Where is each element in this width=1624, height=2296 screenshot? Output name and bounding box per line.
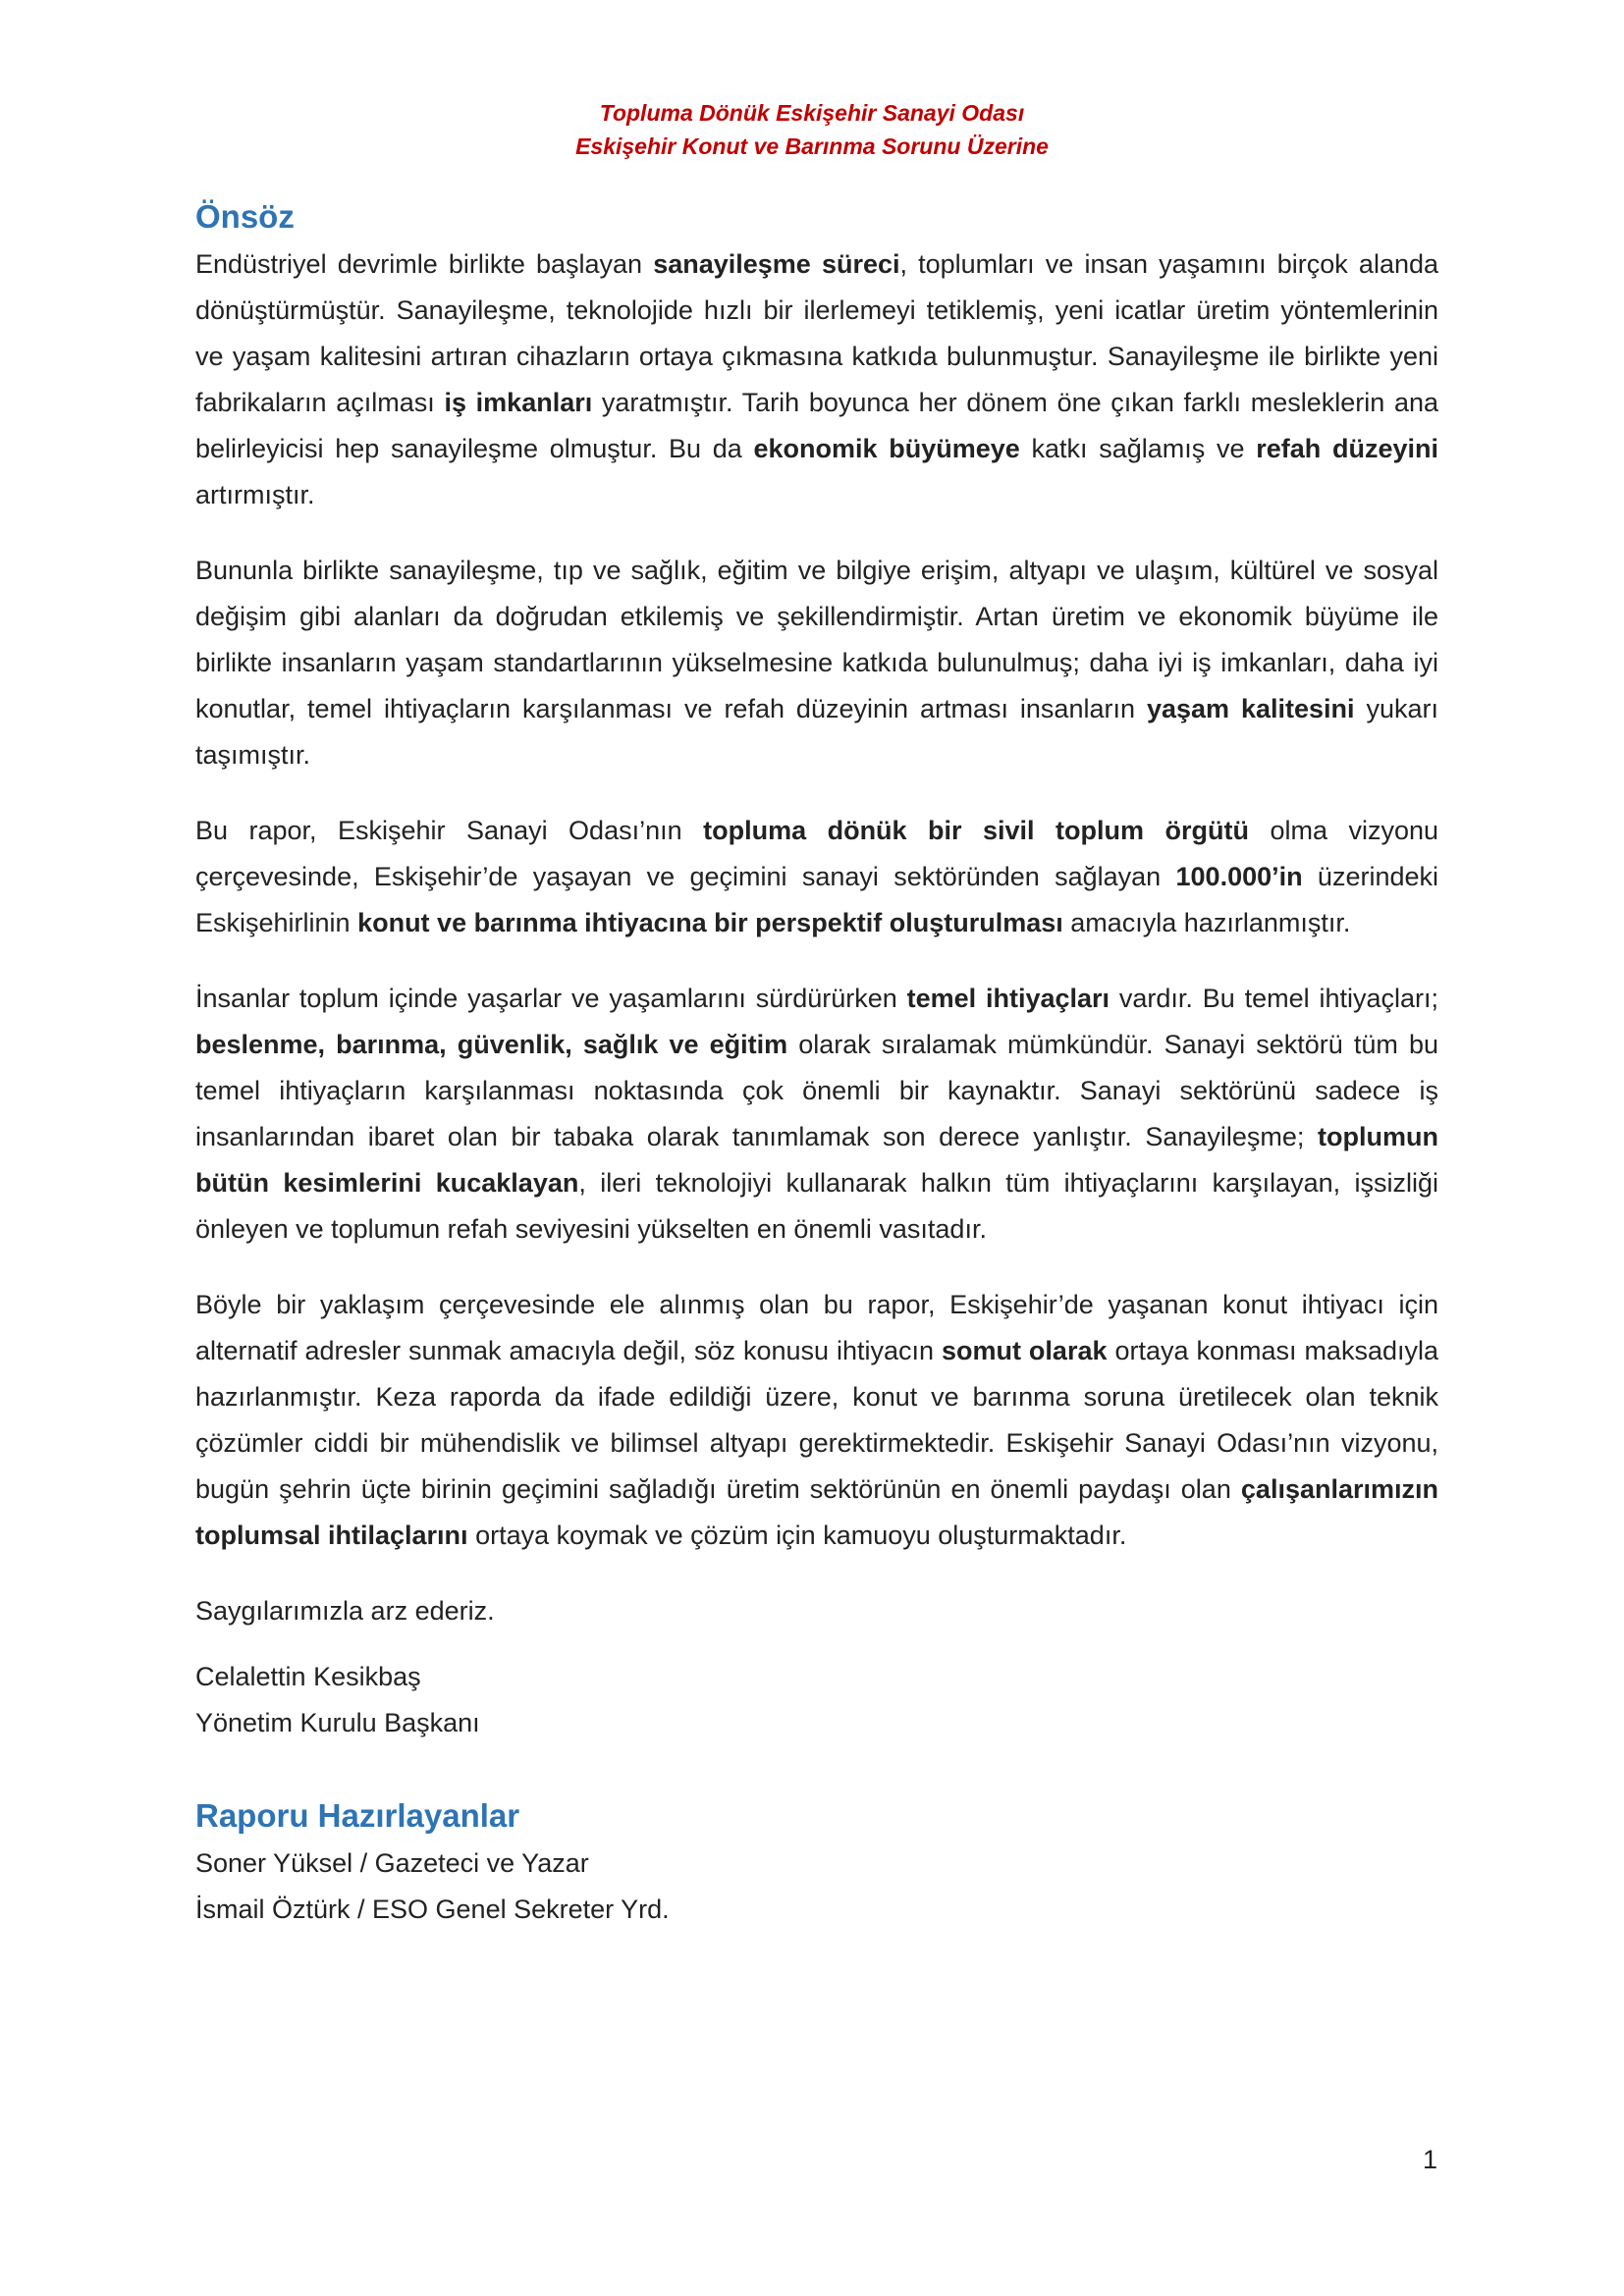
running-header [0,96,1624,163]
text-run: üzerindeki Eskişehirlinin [195,862,1438,937]
preface-paragraph [195,241,1438,518]
text-run: artırmıştır. [195,480,315,509]
preparers-heading: Raporu Hazırlayanlar [195,1797,520,1834]
text-run: katkı sağlamış ve [1019,434,1257,463]
text-run: olma vizyonu çerçevesinde, Eskişehir’de yaşayan ve geçimini sanayi sektöründen sağlayan [195,816,1438,891]
header-line-1: Topluma Dönük Eskişehir Sanayi Odası [599,100,1025,126]
text-run: olarak sıralamak mümkündür. Sanayi sektörü tüm bu temel ihtiyaçların karşılanması noktasında çok önemli bir kaynaktır. Sanayi sektörünü sadece iş insanlarından ibaret olan bir tabaka olarak tanımlamak son derece yanlıştır. Sanayileşme; [195,1030,1438,1151]
bold-text-run: somut olarak [941,1336,1108,1365]
bold-text-run: ekonomik büyümeye [753,434,1020,463]
preface-paragraph [195,548,1438,778]
text-run: yukarı taşımıştır. [195,694,1438,770]
preface-paragraph [195,976,1438,1253]
signatory-name: Celalettin Kesikbaş [195,1662,421,1691]
preface-body [195,241,1438,1559]
text-run: Bununla birlikte sanayileşme, tıp ve sağlık, eğitim ve bilgiye erişim, altyapı ve ulaşım, kültürel ve sosyal değişim gibi alanları da doğrudan etkilemiş ve şekillendirmiştir. Artan üretim ve ekonomik büyüme ile birlikte insanların yaşam standartlarının yükselmesine katkıda bulunulmuş; daha iyi iş imkanları, daha iyi konutlar, temel ihtiyaçların karşılanması ve refah düzeyinin artması insanların [195,556,1438,723]
preface-paragraph [195,1282,1438,1559]
header-line-2: Eskişehir Konut ve Barınma Sorunu Üzerine [575,133,1049,159]
signature-block [195,1654,1438,1746]
preparer-item: Soner Yüksel / Gazeteci ve Yazar [195,1848,589,1878]
preparers-list [195,1841,1438,1933]
preface-paragraph [195,808,1438,946]
text-run: Endüstriyel devrimle birlikte başlayan [195,249,654,279]
bold-text-run: toplumun bütün kesimlerini kucaklayan [195,1122,1438,1198]
bold-text-run: temel ihtiyaçları [906,984,1110,1013]
bold-text-run: topluma dönük bir sivil toplum örgütü [703,816,1249,845]
signatory-title: Yönetim Kurulu Başkanı [195,1708,480,1737]
text-run: amacıyla hazırlanmıştır. [1062,908,1351,937]
text-run: ortaya konması maksadıyla hazırlanmıştır. Keza raporda da ifade edildiği üzere, konut ve barınma soruna üretilecek olan teknik çözümler ciddi bir mühendislik ve bilimsel altyapı gerektirmektedir. Eskişehir Sanayi Odası’nın vizyonu, bugün şehrin üçte birinin geçimini sağladığı üretim sektörünün en önemli paydaşı olan [195,1336,1438,1504]
bold-text-run: çalışanlarımızın toplumsal ihtilaçlarını [195,1474,1438,1550]
text-run: , toplumları ve insan yaşamını birçok alanda dönüştürmüştür. Sanayileşme, teknolojide hızlı bir ilerlemeyi tetiklemiş, yeni icatlar üretim yöntemlerinin ve yaşam kalitesini artıran cihazların ortaya çıkmasına katkıda bulunmuştur. Sanayileşme ile birlikte yeni fabrikaların açılması [195,249,1439,417]
text-run: ortaya koymak ve çözüm için kamuoyu oluşturmaktadır. [467,1521,1127,1550]
bold-text-run: yaşam kalitesini [1146,694,1355,723]
bold-text-run: beslenme, barınma, güvenlik, sağlık ve eğitim [195,1030,788,1059]
text-run: vardır. Bu temel ihtiyaçları; [1110,984,1438,1013]
bold-text-run: konut ve barınma ihtiyacına bir perspektif oluşturulması [357,908,1063,937]
preparer-item: İsmail Öztürk / ESO Genel Sekreter Yrd. [195,1895,670,1924]
text-run: yaratmıştır. Tarih boyunca her dönem öne çıkan farklı mesleklerin ana belirleyicisi hep sanayileşme olmuştur. Bu da [195,388,1438,463]
text-run: Böyle bir yaklaşım çerçevesinde ele alınmış olan bu rapor, Eskişehir’de yaşanan konut ihtiyacı için alternatif adresler sunmak amacıyla değil, söz konusu ihtiyacın [195,1290,1438,1365]
bold-text-run: iş imkanları [444,388,593,417]
text-run: İnsanlar toplum içinde yaşarlar ve yaşamlarını sürdürürken [195,984,907,1013]
text-run: Bu rapor, Eskişehir Sanayi Odası’nın [195,816,704,845]
preface-heading: Önsöz [195,198,295,235]
closing-line: Saygılarımızla arz ederiz. [195,1596,495,1626]
text-run: , ileri teknolojiyi kullanarak halkın tüm ihtiyaçlarını karşılayan, işsizliği önleyen ve toplumun refah seviyesini yükselten en önemli vasıtadır. [195,1168,1438,1244]
page-number: 1 [1422,2145,1437,2174]
bold-text-run: 100.000’in [1175,862,1303,891]
page-content [195,192,1438,1933]
bold-text-run: refah düzeyini [1256,434,1438,463]
bold-text-run: sanayileşme süreci [653,249,900,279]
